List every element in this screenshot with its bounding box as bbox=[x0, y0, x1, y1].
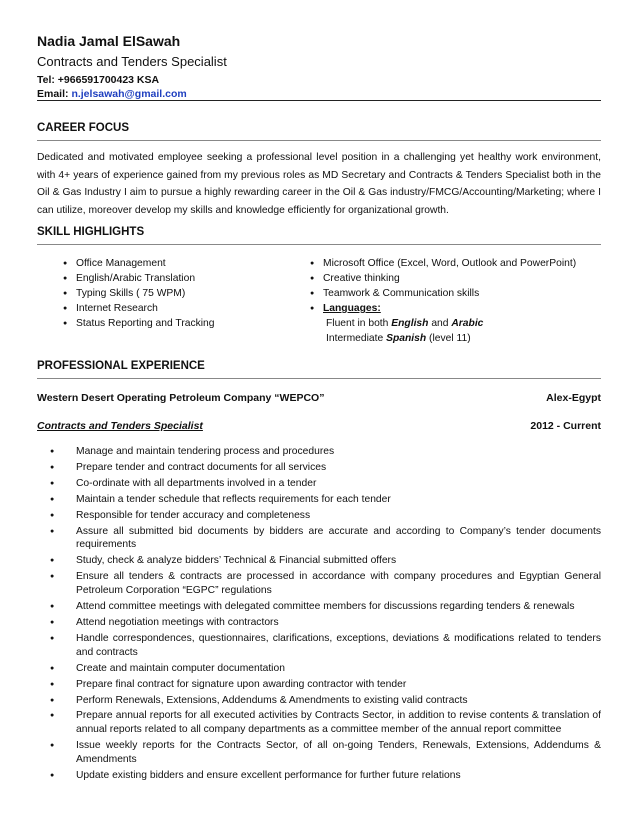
candidate-title: Contracts and Tenders Specialist bbox=[37, 54, 227, 69]
experience-divider bbox=[37, 378, 601, 379]
skill-item: ● Teamwork & Communication skills bbox=[310, 286, 610, 301]
lang-text: and bbox=[428, 318, 452, 329]
languages-label: Languages: bbox=[323, 303, 381, 314]
experience-heading: PROFESSIONAL EXPERIENCE bbox=[37, 360, 205, 372]
duty-item: ● Prepare annual reports for all executed activities by Contracts Sector, in addition to revise contents & translation of annual reports related to all company departments as a committee member of the annual report committee bbox=[37, 709, 601, 737]
duty-item: ● Responsible for tender accuracy and completeness bbox=[37, 509, 601, 523]
header-divider bbox=[37, 100, 601, 101]
skills-divider bbox=[37, 244, 601, 245]
company-name: Western Desert Operating Petroleum Company “WEPCO” bbox=[37, 392, 325, 404]
skill-item: ● English/Arabic Translation bbox=[63, 271, 303, 286]
company-location: Alex-Egypt bbox=[546, 392, 601, 404]
duty-item: ● Issue weekly reports for the Contracts Sector, of all on-going Tenders, Renewals, Extensions, Addendums & Amendments bbox=[37, 739, 601, 767]
skills-left-list bbox=[63, 256, 303, 331]
skill-item: ● Status Reporting and Tracking bbox=[63, 316, 303, 331]
candidate-name: Nadia Jamal ElSawah bbox=[37, 33, 181, 49]
language-line-1 bbox=[310, 316, 610, 331]
duty-item: ● Prepare tender and contract documents for all services bbox=[37, 461, 601, 475]
duty-item: ● Maintain a tender schedule that reflects requirements for each tender bbox=[37, 493, 601, 507]
email-label: Email: bbox=[37, 88, 69, 100]
duty-item: ● Manage and maintain tendering process and procedures bbox=[37, 445, 601, 459]
skills-right-list bbox=[310, 256, 610, 346]
email-line bbox=[37, 88, 187, 100]
skill-item: ● Creative thinking bbox=[310, 271, 610, 286]
email-link[interactable]: n.jelsawah@gmail.com bbox=[71, 88, 187, 100]
duty-item: ● Attend committee meetings with delegated committee members for discussions regarding tenders & renewals bbox=[37, 600, 601, 614]
duty-item: ● Attend negotiation meetings with contractors bbox=[37, 616, 601, 630]
role-period: 2012 - Current bbox=[530, 420, 601, 432]
career-focus-text: Dedicated and motivated employee seeking a professional level position in a challenging yet healthy work environment, with 4+ years of experience gained from my previous roles as MD Secretary and Contracts & Tenders Specialist both in the Oil & Gas Industry I aim to pursue a highly rewarding career in the Oil & Gas industry/FMCG/Accounting/Marketing; where I can utilize, moreover develop my skills and knowledge efficiently for organizational growth. bbox=[37, 152, 601, 216]
career-focus-divider bbox=[37, 140, 601, 141]
duty-item: ● Assure all submitted bid documents by bidders are accurate and according to Company’s tender documents requirements bbox=[37, 525, 601, 553]
lang-text: Fluent in both bbox=[326, 318, 392, 329]
role-title: Contracts and Tenders Specialist bbox=[37, 420, 203, 432]
skill-item: ● Internet Research bbox=[63, 301, 303, 316]
lang-name: Arabic bbox=[451, 318, 484, 329]
duties-list bbox=[37, 445, 601, 785]
duty-item: ● Perform Renewals, Extensions, Addendums & Amendments to existing valid contracts bbox=[37, 694, 601, 708]
skill-item: ● Office Management bbox=[63, 256, 303, 271]
lang-name: English bbox=[391, 318, 429, 329]
duty-item: ● Update existing bidders and ensure excellent performance for further future relations bbox=[37, 769, 601, 783]
language-line-2 bbox=[310, 331, 610, 346]
skills-heading: SKILL HIGHLIGHTS bbox=[37, 226, 145, 238]
role-row bbox=[37, 420, 601, 432]
company-row bbox=[37, 392, 601, 404]
duty-item: ● Co-ordinate with all departments involved in a tender bbox=[37, 477, 601, 491]
skill-item: ● Microsoft Office (Excel, Word, Outlook and PowerPoint) bbox=[310, 256, 610, 271]
lang-text: Intermediate bbox=[326, 333, 387, 344]
duty-item: ● Ensure all tenders & contracts are processed in accordance with company procedures and Egyptian General Petroleum Corporation “EGPC” regulations bbox=[37, 570, 601, 598]
duty-item: ● Prepare final contract for signature upon awarding contractor with tender bbox=[37, 678, 601, 692]
skill-item: ● Typing Skills ( 75 WPM) bbox=[63, 286, 303, 301]
languages-item bbox=[310, 301, 610, 316]
lang-name: Spanish bbox=[386, 333, 427, 344]
lang-text: (level 11) bbox=[426, 333, 471, 344]
duty-item: ● Study, check & analyze bidders’ Technical & Financial submitted offers bbox=[37, 554, 601, 568]
career-focus-heading: CAREER FOCUS bbox=[37, 122, 130, 134]
duty-item: ● Handle correspondences, questionnaires, clarifications, exceptions, deviations & modifications related to tenders and contracts bbox=[37, 632, 601, 660]
phone-line: Tel: +966591700423 KSA bbox=[37, 74, 160, 86]
duty-item: ● Create and maintain computer documentation bbox=[37, 662, 601, 676]
